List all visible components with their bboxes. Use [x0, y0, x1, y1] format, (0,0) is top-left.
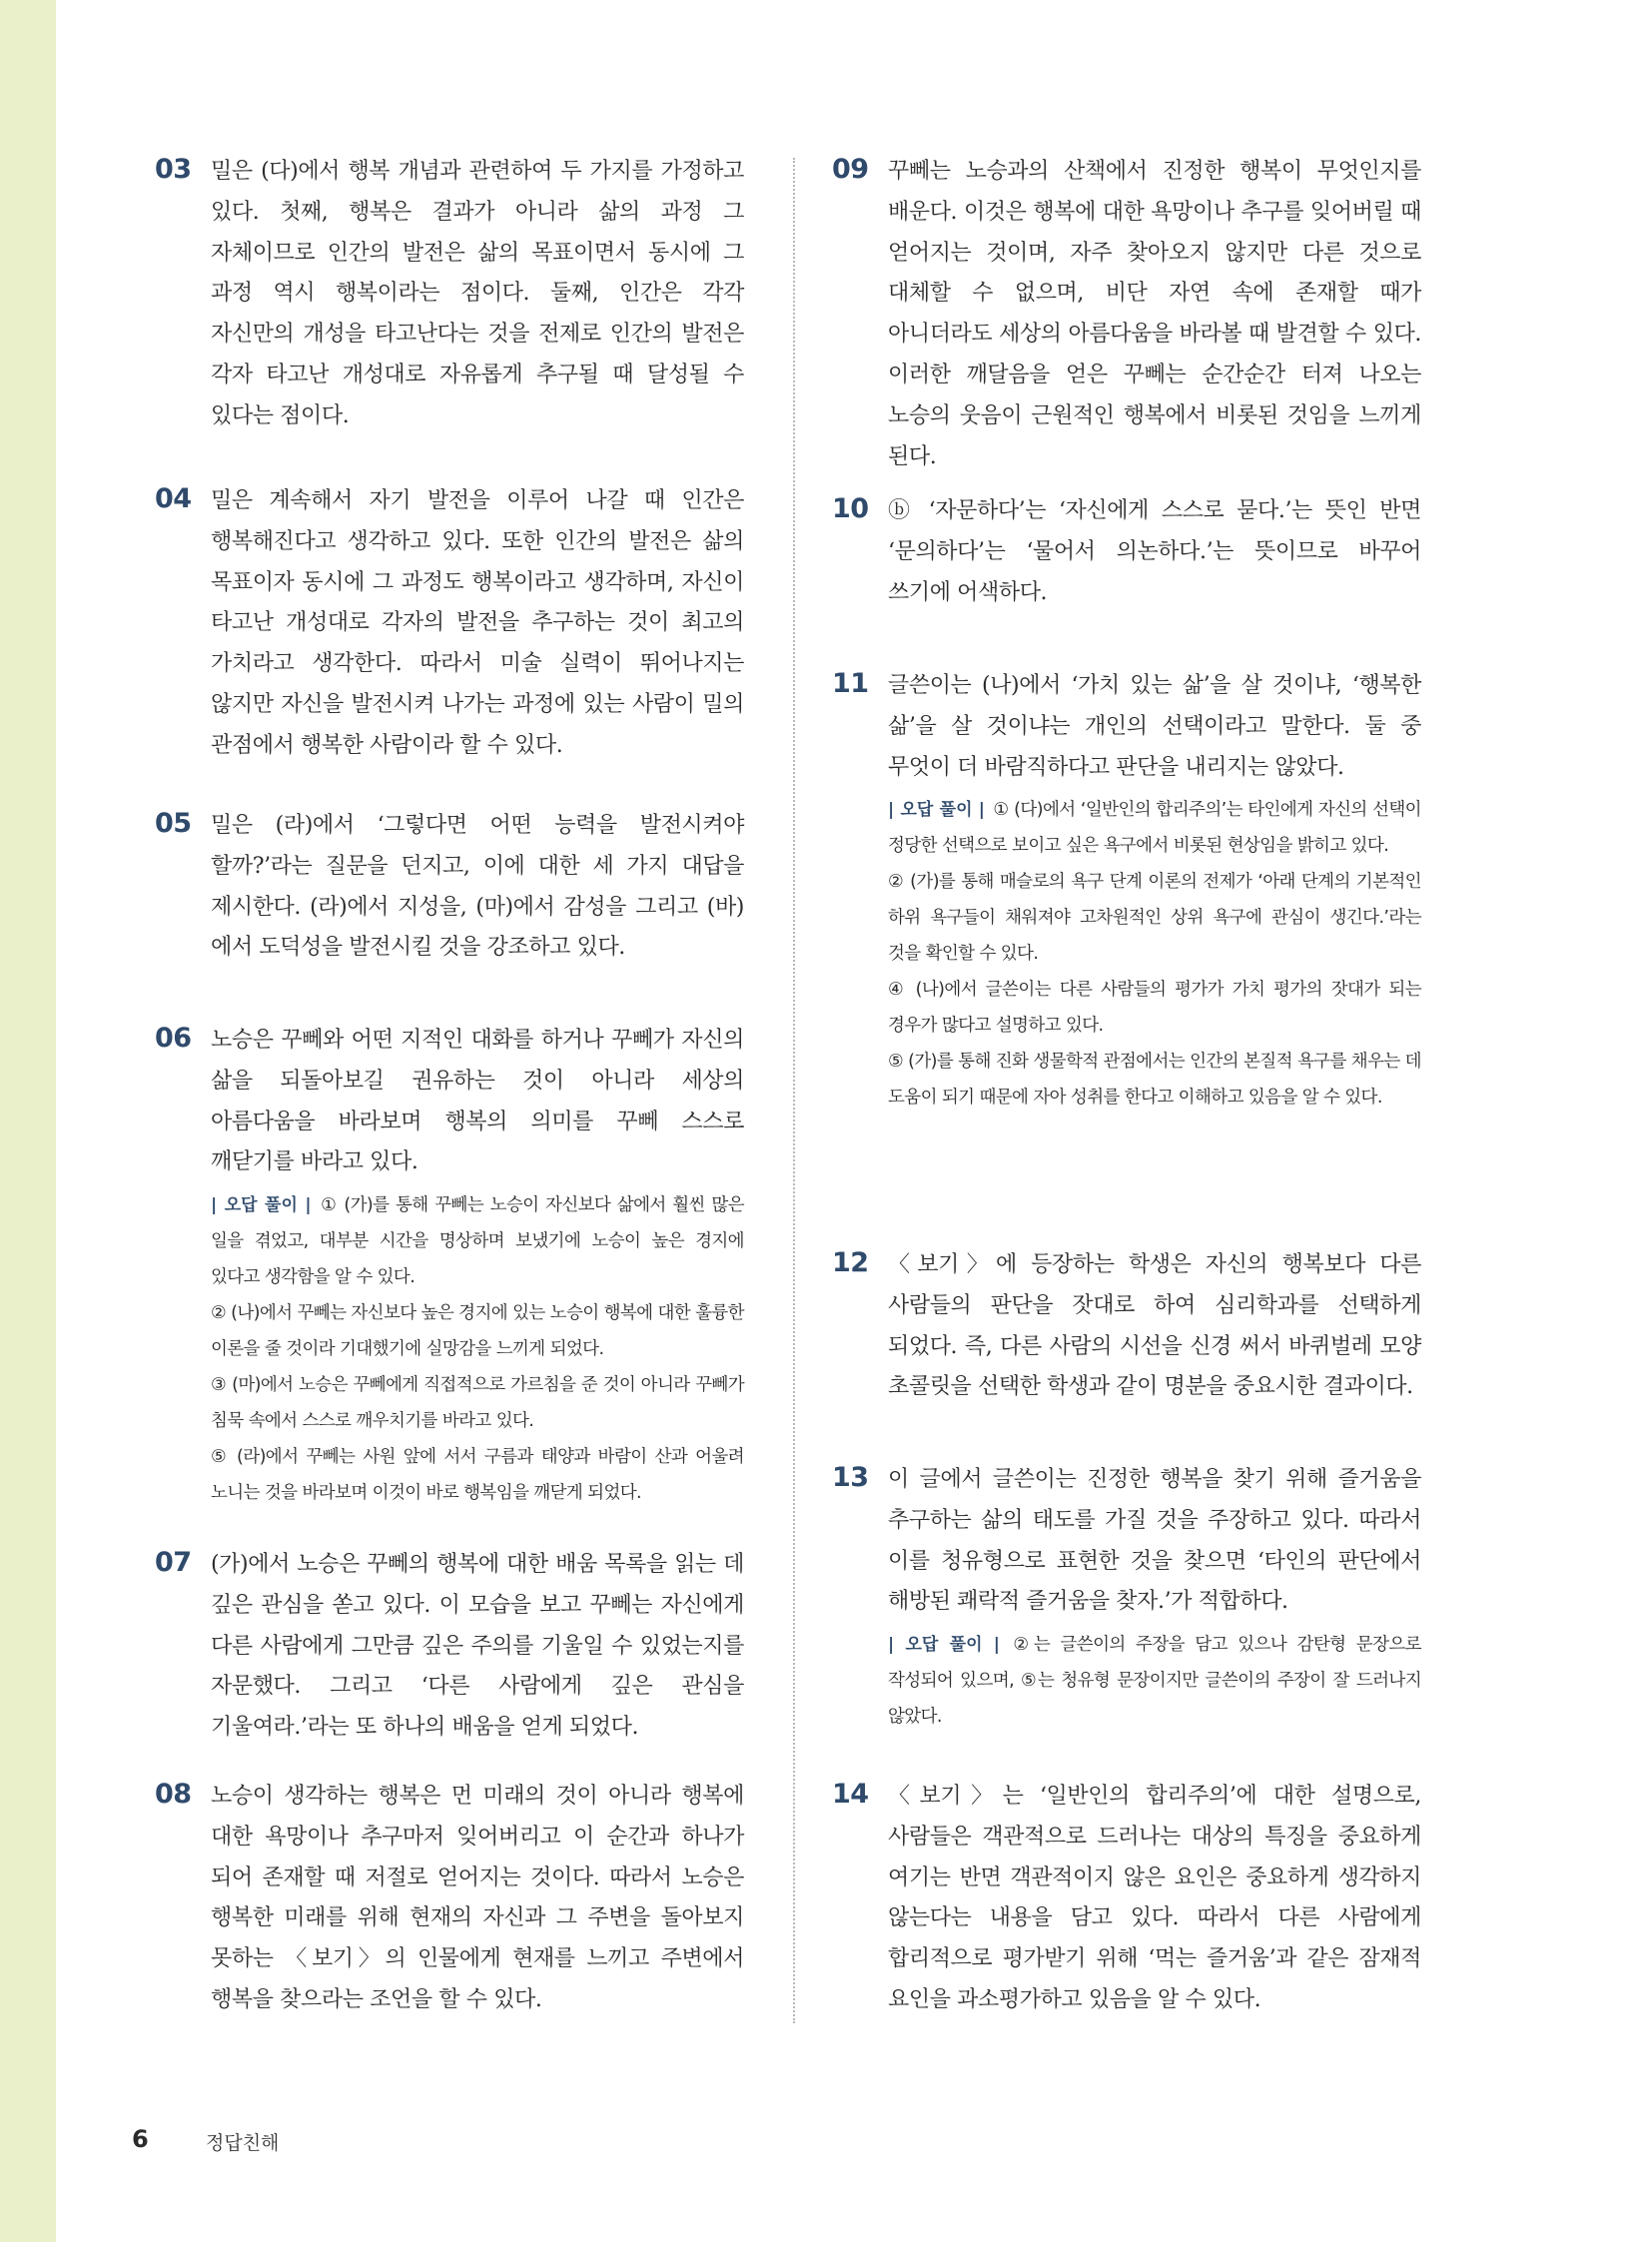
page-number: 6	[132, 2125, 149, 2153]
answer-item	[155, 806, 744, 969]
note-line	[211, 1187, 744, 1295]
note-text: ① (가)를 통해 꾸뻬는 노승이 자신보다 삶에서 훨씬 많은 일을 겪었고, 대부분 시간을 명상하며 보냈기에 노승이 높은 경지에 있다고 생각함을 알 수 있다.	[211, 1195, 744, 1288]
wrong-answer-note	[888, 1627, 1421, 1735]
item-number: 08	[155, 1779, 192, 1810]
note-text: ②는 글쓴이의 주장을 담고 있으나 감탄형 문장으로 작성되어 있으며, ⑤는 청유형 문장이지만 글쓴이의 주장이 잘 드러나지 않았다.	[888, 1635, 1421, 1728]
item-number: 12	[832, 1247, 869, 1278]
column-divider	[793, 158, 795, 2023]
footer-label: 정답친해	[206, 2132, 280, 2154]
wrong-answer-tag: | 오답 풀이 |	[888, 1635, 1000, 1656]
answer-item	[832, 491, 1421, 613]
item-number: 09	[832, 154, 869, 185]
note-text: ② (나)에서 꾸뻬는 자신보다 높은 경지에 있는 노승이 행복에 대한 훌륭한 이론을 줄 것이라 기대했기에 실망감을 느끼게 되었다.	[211, 1303, 744, 1360]
item-number: 03	[155, 154, 192, 185]
note-line	[211, 1367, 744, 1439]
note-line	[888, 972, 1421, 1044]
answer-item	[155, 152, 744, 437]
side-color-band	[0, 0, 56, 2242]
item-explanation: ⓑ ‘자문하다’는 ‘자신에게 스스로 묻다.’는 뜻인 반면 ‘문의하다’는 ‘물어서 의논하다.’는 뜻이므로 바꾸어 쓰기에 어색하다.	[888, 498, 1421, 605]
wrong-answer-tag: | 오답 풀이 |	[211, 1195, 312, 1216]
answer-item	[155, 1777, 744, 2021]
item-explanation: 〈보기〉는 ‘일반인의 합리주의’에 대한 설명으로, 사람들은 객관적으로 드러나는 대상의 특징을 중요하게 여기는 반면 객관적이지 않은 요인은 중요하게 생각하지 않는다는 내용을 담고 있다. 따라서 다른 사람에게 합리적으로 평가받기 위해 ‘먹는 즐거움’과 같은 잠재적 요인을 과소평가하고 있음을 알 수 있다.	[888, 1784, 1421, 2012]
answer-item	[155, 1021, 744, 1511]
answer-item	[832, 666, 1421, 1116]
item-explanation: 밀은 (라)에서 ‘그렇다면 어떤 능력을 발전시켜야 할까?’라는 질문을 던지고, 이에 대한 세 가지 대답을 제시한다. (라)에서 지성을, (마)에서 감성을 그리고 (바)에서 도덕성을 발전시킬 것을 강조하고 있다.	[211, 813, 744, 961]
item-explanation: 밀은 (다)에서 행복 개념과 관련하여 두 가지를 가정하고 있다. 첫째, 행복은 결과가 아니라 삶의 과정 그 자체이므로 인간의 발전은 삶의 목표이면서 동시에 그 과정 역시 행복이라는 점이다. 둘째, 인간은 각각 자신만의 개성을 타고난다는 것을 전제로 인간의 발전은 각자 타고난 개성대로 자유롭게 추구될 때 달성될 수 있다는 점이다.	[211, 159, 744, 428]
wrong-answer-note	[211, 1187, 744, 1511]
wrong-answer-tag: | 오답 풀이 |	[888, 800, 985, 821]
item-number: 11	[832, 668, 869, 699]
note-text: ⑤ (가)를 통해 진화 생물학적 관점에서는 인간의 본질적 욕구를 채우는 데 도움이 되기 때문에 자아 성취를 한다고 이해하고 있음을 알 수 있다.	[888, 1052, 1421, 1109]
note-line	[888, 864, 1421, 972]
item-explanation: 〈보기〉에 등장하는 학생은 자신의 행복보다 다른 사람들의 판단을 잣대로 하여 심리학과를 선택하게 되었다. 즉, 다른 사람의 시선을 신경 써서 바퀴벌레 모양 초콜릿을 선택한 학생과 같이 명분을 중요시한 결과이다.	[888, 1252, 1421, 1400]
note-line	[888, 792, 1421, 864]
item-explanation: (가)에서 노승은 꾸뻬의 행복에 대한 배움 목록을 읽는 데 깊은 관심을 쏟고 있다. 이 모습을 보고 꾸뻬는 자신에게 다른 사람에게 그만큼 깊은 주의를 기울일 수 있었는지를 자문했다. 그리고 ‘다른 사람에게 깊은 관심을 기울여라.’라는 또 하나의 배움을 얻게 되었다.	[211, 1552, 744, 1741]
note-text: ③ (마)에서 노승은 꾸뻬에게 직접적으로 가르침을 준 것이 아니라 꾸뻬가 침묵 속에서 스스로 깨우치기를 바라고 있다.	[211, 1375, 744, 1432]
wrong-answer-note	[888, 792, 1421, 1116]
note-text: ⑤ (라)에서 꾸뻬는 사원 앞에 서서 구름과 태양과 바람이 산과 어울려 노니는 것을 바라보며 이것이 바로 행복임을 깨닫게 되었다.	[211, 1447, 744, 1504]
item-number: 05	[155, 808, 192, 839]
item-number: 07	[155, 1547, 192, 1578]
item-explanation: 이 글에서 글쓴이는 진정한 행복을 찾기 위해 즐거움을 추구하는 삶의 태도를 가질 것을 주장하고 있다. 따라서 이를 청유형으로 표현한 것을 찾으면 ‘타인의 판단에서 해방된 쾌락적 즐거움을 찾자.’가 적합하다.	[888, 1467, 1421, 1615]
item-number: 14	[832, 1779, 869, 1810]
answer-item	[832, 1245, 1421, 1408]
note-line	[888, 1627, 1421, 1735]
note-text: ② (가)를 통해 매슬로의 욕구 단계 이론의 전제가 ‘아래 단계의 기본적인 하위 욕구들이 채워져야 고차원적인 상위 욕구에 관심이 생긴다.’라는 것을 확인할 수 있다.	[888, 872, 1421, 965]
item-number: 06	[155, 1023, 192, 1054]
item-explanation: 노승이 생각하는 행복은 먼 미래의 것이 아니라 행복에 대한 욕망이나 추구마저 잊어버리고 이 순간과 하나가 되어 존재할 때 저절로 얻어지는 것이다. 따라서 노승은 행복한 미래를 위해 현재의 자신과 그 주변을 돌아보지 못하는 〈보기〉의 인물에게 현재를 느끼고 주변에서 행복을 찾으라는 조언을 할 수 있다.	[211, 1784, 744, 2012]
answer-item	[832, 152, 1421, 477]
item-number: 13	[832, 1462, 869, 1493]
answer-item	[832, 1460, 1421, 1735]
item-number: 10	[832, 493, 869, 524]
item-explanation: 노승은 꾸뻬와 어떤 지적인 대화를 하거나 꾸뻬가 자신의 삶을 되돌아보길 권유하는 것이 아니라 세상의 아름다움을 바라보며 행복의 의미를 꾸뻬 스스로 깨닫기를 바라고 있다.	[211, 1028, 744, 1175]
item-number: 04	[155, 483, 192, 514]
item-explanation: 글쓴이는 (나)에서 ‘가치 있는 삶’을 살 것이냐, ‘행복한 삶’을 살 것이냐는 개인의 선택이라고 말한다. 둘 중 무엇이 더 바람직하다고 판단을 내리지는 않았다.	[888, 673, 1421, 780]
answer-item	[155, 1545, 744, 1749]
answer-item	[832, 1777, 1421, 2021]
answer-item	[155, 481, 744, 767]
item-explanation: 밀은 계속해서 자기 발전을 이루어 나갈 때 인간은 행복해진다고 생각하고 있다. 또한 인간의 발전은 삶의 목표이자 동시에 그 과정도 행복이라고 생각하며, 자신이 타고난 개성대로 각자의 발전을 추구하는 것이 최고의 가치라고 생각한다. 따라서 미술 실력이 뛰어나지는 않지만 자신을 발전시켜 나가는 과정에 있는 사람이 밀의 관점에서 행복한 사람이라 할 수 있다.	[211, 488, 744, 758]
note-line	[211, 1439, 744, 1511]
note-line	[888, 1044, 1421, 1116]
note-text: ① (다)에서 ‘일반인의 합리주의’는 타인에게 자신의 선택이 정당한 선택으로 보이고 싶은 욕구에서 비롯된 현상임을 밝히고 있다.	[888, 800, 1421, 857]
note-text: ④ (나)에서 글쓴이는 다른 사람들의 평가가 가치 평가의 잣대가 되는 경우가 많다고 설명하고 있다.	[888, 980, 1421, 1037]
item-explanation: 꾸뻬는 노승과의 산책에서 진정한 행복이 무엇인지를 배운다. 이것은 행복에 대한 욕망이나 추구를 잊어버릴 때 얻어지는 것이며, 자주 찾아오지 않지만 다른 것으로 대체할 수 없으며, 비단 자연 속에 존재할 때가 아니더라도 세상의 아름다움을 바라볼 때 발견할 수 있다. 이러한 깨달음을 얻은 꾸뻬는 순간순간 터져 나오는 노승의 웃음이 근원적인 행복에서 비롯된 것임을 느끼게 된다.	[888, 159, 1421, 469]
note-line	[211, 1295, 744, 1367]
